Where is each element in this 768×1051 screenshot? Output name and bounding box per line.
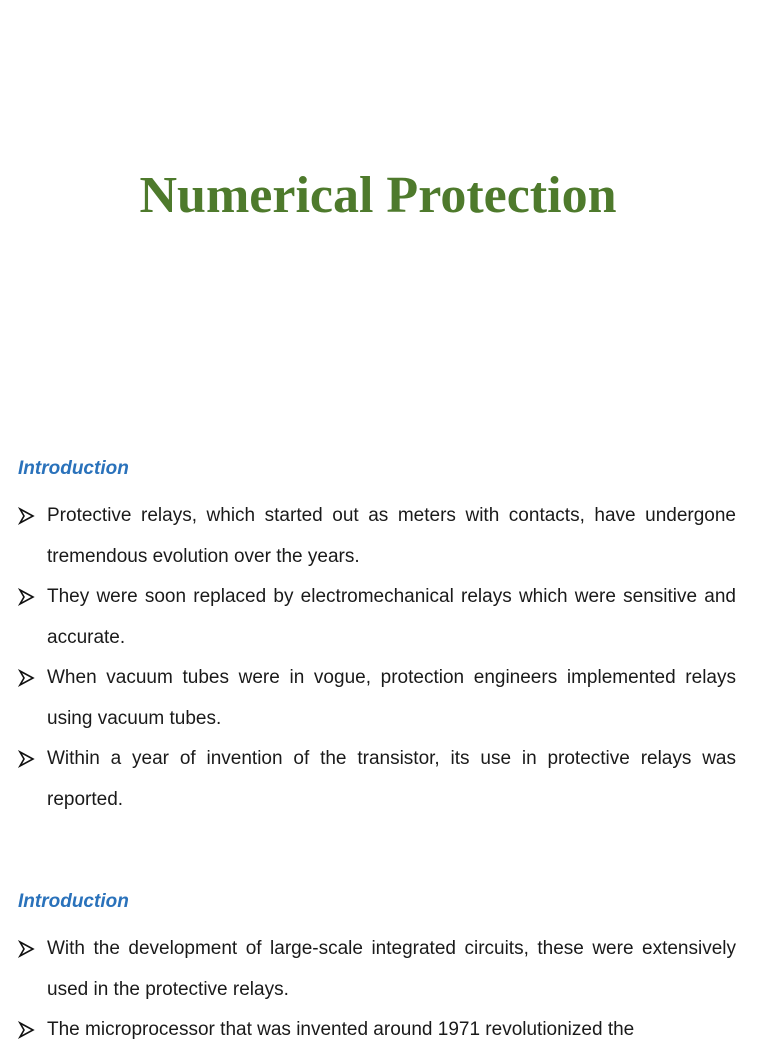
bullet-item — [18, 1010, 736, 1051]
bullet-text: Within a year of invention of the transistor, its use in protective relays was reported. — [47, 748, 736, 810]
arrowhead-bullet-icon — [18, 751, 34, 767]
bullet-text: When vacuum tubes were in vogue, protection engineers implemented relays using vacuum tubes. — [47, 667, 736, 729]
section-introduction-2 — [18, 888, 736, 1051]
bullet-text: Protective relays, which started out as meters with contacts, have undergone tremendous evolution over the years. — [47, 505, 736, 567]
bullet-text: With the development of large-scale integrated circuits, these were extensively used in the protective relays. — [47, 938, 736, 1000]
section-heading: Introduction — [18, 458, 129, 479]
arrowhead-bullet-icon — [18, 589, 34, 605]
bullet-item — [18, 658, 736, 739]
arrowhead-bullet-icon — [18, 1022, 34, 1038]
bullet-item — [18, 929, 736, 1010]
bullet-item — [18, 739, 736, 820]
document-title: Numerical Protection — [139, 167, 617, 224]
section-heading: Introduction — [18, 891, 129, 912]
bullet-list — [18, 929, 736, 1051]
arrowhead-bullet-icon — [18, 670, 34, 686]
arrowhead-bullet-icon — [18, 941, 34, 957]
bullet-text: They were soon replaced by electromechanical relays which were sensitive and accurate. — [47, 586, 736, 648]
bullet-list — [18, 496, 736, 820]
arrowhead-bullet-icon — [18, 508, 34, 524]
bullet-item — [18, 496, 736, 577]
bullet-text: The microprocessor that was invented around 1971 revolutionized the — [47, 1019, 635, 1040]
bullet-item — [18, 577, 736, 658]
section-introduction-1 — [18, 455, 736, 820]
